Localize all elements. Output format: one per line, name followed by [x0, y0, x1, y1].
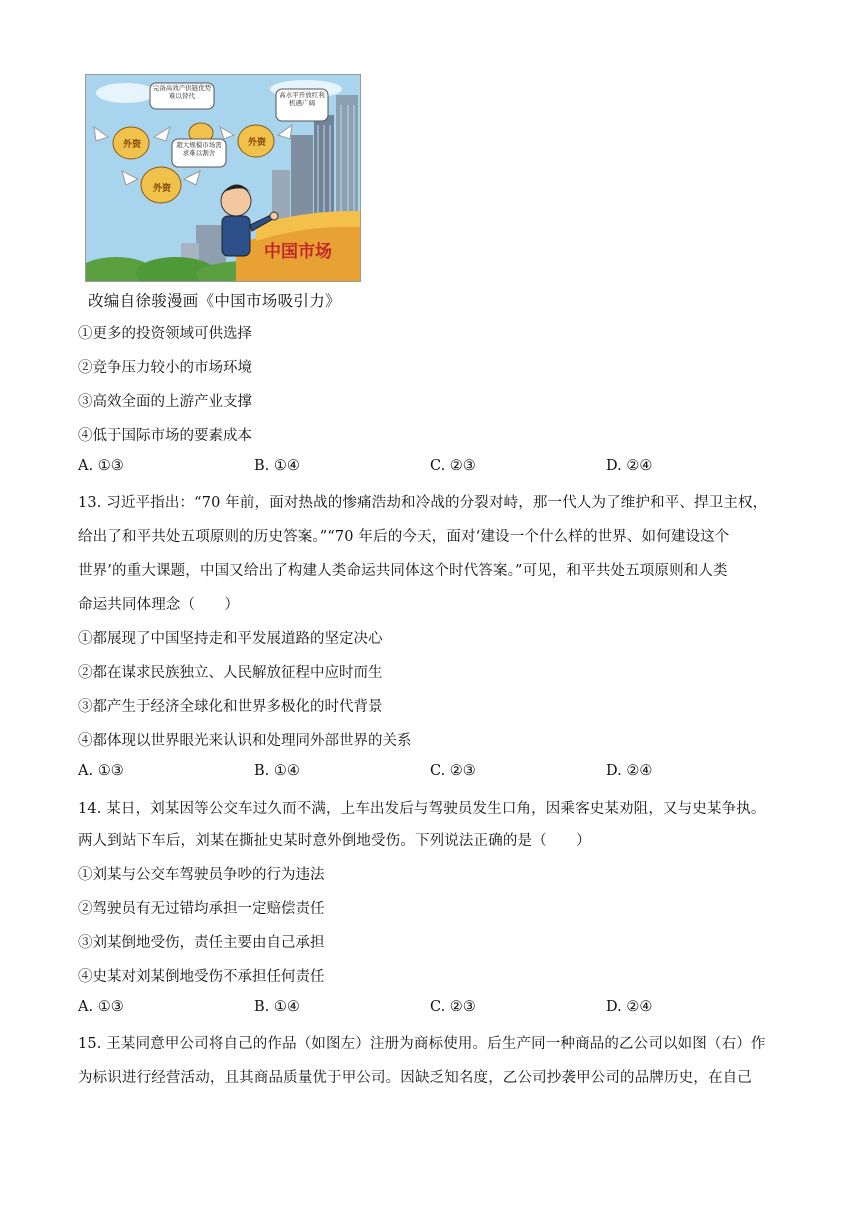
q13-stem-line: 世界’的重大课题，中国又给出了构建人类命运共同体这个时代答案。”可见，和平共处五项原则和人类 — [78, 563, 728, 579]
q14-item-4: ④史某对刘某倒地受伤不承担任何责任 — [78, 969, 325, 985]
q13-option-b[interactable]: B. ①④ — [254, 763, 300, 779]
q12-item-2: ②竞争压力较小的市场环境 — [78, 360, 252, 376]
q12-option-b[interactable]: B. ①④ — [254, 458, 300, 474]
q13-stem-line: 给出了和平共处五项原则的历史答案。”“70 年后的今天，面对‘建设一个什么样的世界、如何建设这个 — [78, 529, 730, 545]
q12-option-d[interactable]: D. ②④ — [606, 458, 653, 474]
q14-stem-line: 14. 某日，刘某因等公交车过久而不满，上车出发后与驾驶员发生口角，因乘客史某劝阻，又与史某争执。 — [78, 801, 766, 817]
q12-item-1: ①更多的投资领域可供选择 — [78, 326, 252, 342]
q13-item-2: ②都在谋求民族独立、人民解放征程中应时而生 — [78, 665, 383, 681]
q12-item-3: ③高效全面的上游产业支撑 — [78, 394, 252, 410]
bubble-text: 高水平开放红利机遇广阔 — [279, 91, 325, 107]
q15-stem-line: 15. 王某同意甲公司将自己的作品（如图左）注册为商标使用。后生产同一种商品的乙公司以如图（右）作 — [78, 1036, 766, 1052]
bag-label: 外资 — [153, 184, 172, 194]
q13-stem-line: 13. 习近平指出：“70 年前，面对热战的惨痛浩劫和冷战的分裂对峙，那一代人为了维护和平、捍卫主权， — [78, 495, 768, 511]
q14-option-a[interactable]: A. ①③ — [78, 999, 124, 1015]
cartoon-illustration — [85, 74, 361, 282]
q14-stem-line: 两人到站下车后，刘某在撕扯史某时意外倒地受伤。下列说法正确的是（ ） — [78, 833, 591, 849]
q14-option-d[interactable]: D. ②④ — [606, 999, 653, 1015]
q15-stem-line: 为标识进行经营活动，且其商品质量优于甲公司。因缺乏知名度，乙公司抄袭甲公司的品牌历史，在自己 — [78, 1070, 752, 1086]
cartoon-caption: 改编自徐骏漫画《中国市场吸引力》 — [88, 292, 341, 310]
q13-item-4: ④都体现以世界眼光来认识和处理同外部世界的关系 — [78, 733, 412, 749]
q14-option-c[interactable]: C. ②③ — [430, 999, 476, 1015]
q12-option-c[interactable]: C. ②③ — [430, 458, 476, 474]
bag-label: 外资 — [123, 140, 142, 150]
q13-option-d[interactable]: D. ②④ — [606, 763, 653, 779]
sign-text: 中国市场 — [264, 242, 332, 262]
q14-item-3: ③刘某倒地受伤，责任主要由自己承担 — [78, 935, 325, 951]
q14-item-1: ①刘某与公交车驾驶员争吵的行为违法 — [78, 867, 325, 883]
q13-item-3: ③都产生于经济全球化和世界多极化的时代背景 — [78, 699, 383, 715]
q14-item-2: ②驾驶员有无过错均承担一定赔偿责任 — [78, 901, 325, 917]
q13-option-c[interactable]: C. ②③ — [430, 763, 476, 779]
bubble-text: 完备高效产供链优势难以替代 — [152, 84, 212, 100]
q13-stem-line: 命运共同体理念（ ） — [78, 597, 240, 613]
bubble-text: 超大规模市场需求难以割舍 — [176, 141, 222, 157]
q13-item-1: ①都展现了中国坚持走和平发展道路的坚定决心 — [78, 631, 383, 647]
q12-option-a[interactable]: A. ①③ — [78, 458, 124, 474]
q12-item-4: ④低于国际市场的要素成本 — [78, 428, 252, 444]
q14-option-b[interactable]: B. ①④ — [254, 999, 300, 1015]
q13-option-a[interactable]: A. ①③ — [78, 763, 124, 779]
bag-label: 外资 — [248, 138, 267, 148]
